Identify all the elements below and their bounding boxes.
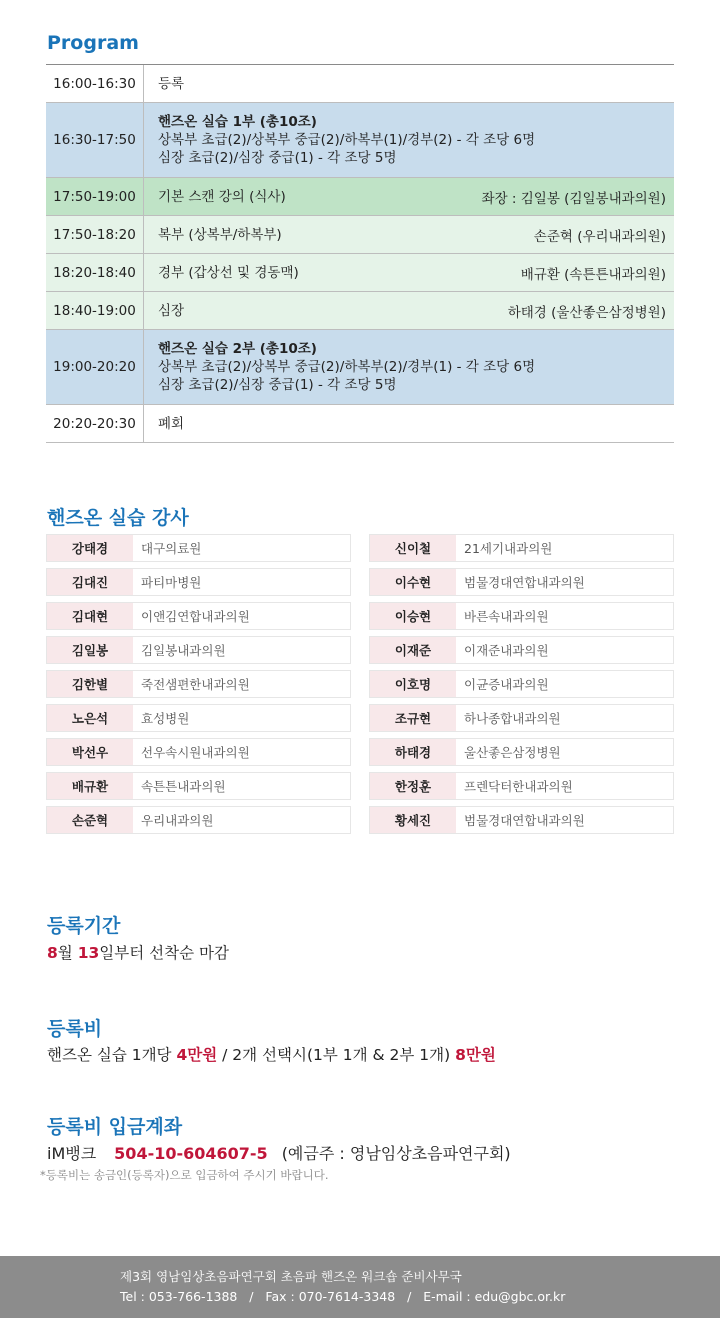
instructor-cell (369, 704, 674, 732)
period-rest: 일부터 선착순 마감 (99, 944, 229, 962)
instructor-hospital: 이재준내과의원 (464, 643, 549, 658)
program-speaker: 하태경 (울산좋은삼정병원) (507, 304, 666, 321)
registration-period-title: 등록기간 (47, 915, 121, 937)
instructor-name: 노은석 (47, 705, 133, 731)
instructor-hospital: 우리내과의원 (141, 813, 214, 828)
program-time: 16:30-17:50 (46, 103, 144, 177)
instructor-name: 하태경 (370, 739, 456, 765)
instructor-name: 이수현 (370, 569, 456, 595)
instructor-name: 한정훈 (370, 773, 456, 799)
instructor-hospital: 효성병원 (141, 711, 190, 726)
instructor-cell (46, 534, 351, 562)
instructor-hospital: 프렌닥터한내과의원 (464, 779, 573, 794)
program-row (46, 216, 674, 254)
instructor-hospital: 대구의료원 (141, 541, 202, 556)
account-number: 504-10-604607-5 (114, 1144, 268, 1163)
instructor-hospital: 하나종합내과의원 (464, 711, 561, 726)
instructor-hospital: 이균증내과의원 (464, 677, 549, 692)
program-detail: 심장 초급(2)/심장 중급(1) - 각 조당 5명 (158, 150, 397, 166)
account-title: 등록비 입금계좌 (47, 1116, 183, 1138)
footer-organizer: 제3회 영남임상초음파연구회 초음파 핸즈온 워크숍 준비사무국 (120, 1269, 462, 1284)
program-row (46, 405, 674, 443)
instructor-name: 배규환 (47, 773, 133, 799)
instructor-hospital: 범물경대연합내과의원 (464, 813, 585, 828)
program-item: 심장 (158, 302, 185, 319)
program-row (46, 65, 674, 103)
registration-fee-text (47, 1043, 496, 1065)
instructor-cell (46, 738, 351, 766)
instructor-cell (46, 670, 351, 698)
instructor-hospital: 속튼튼내과의원 (141, 779, 226, 794)
program-speaker: 손준혁 (우리내과의원) (533, 228, 666, 245)
instructor-cell (46, 602, 351, 630)
instructor-name: 김일봉 (47, 637, 133, 663)
instructor-name: 손준혁 (47, 807, 133, 833)
instructor-cell (46, 806, 351, 834)
instructor-hospital: 선우속시원내과의원 (141, 745, 250, 760)
registration-fee-title: 등록비 (47, 1018, 103, 1040)
instructor-cell (369, 738, 674, 766)
program-time: 19:00-20:20 (46, 330, 144, 404)
program-table (46, 64, 674, 443)
account-bank: iM뱅크 (47, 1144, 97, 1163)
instructor-cell (46, 568, 351, 596)
program-title: Program (47, 32, 139, 54)
program-row (46, 292, 674, 330)
program-time: 16:00-16:30 (46, 65, 144, 102)
program-row (46, 330, 674, 405)
instructor-cell (369, 534, 674, 562)
program-item: 핸즈온 실습 1부 (총10조) (158, 114, 317, 130)
instructor-hospital: 파티마병원 (141, 575, 202, 590)
program-item: 경부 (갑상선 및 경동맥) (158, 264, 299, 281)
program-row (46, 178, 674, 216)
account-note: *등록비는 송금인(등록자)으로 입금하여 주시기 바랍니다. (40, 1168, 329, 1182)
instructor-cell (46, 772, 351, 800)
instructor-name: 김한별 (47, 671, 133, 697)
program-detail: 상복부 초급(2)/상복부 중급(2)/하복부(1)/경부(2) - 각 조당 6명 (158, 132, 536, 148)
fee-price2: 8만원 (455, 1046, 496, 1064)
instructor-name: 김대현 (47, 603, 133, 629)
instructors-title: 핸즈온 실습 강사 (47, 507, 189, 529)
period-month: 8 (47, 944, 58, 962)
instructor-hospital: 범물경대연합내과의원 (464, 575, 585, 590)
instructor-name: 이재준 (370, 637, 456, 663)
period-day: 13 (77, 944, 100, 962)
program-item: 복부 (상복부/하복부) (158, 226, 282, 243)
footer (0, 1256, 720, 1318)
instructor-name: 이호명 (370, 671, 456, 697)
instructor-cell (369, 636, 674, 664)
program-speaker: 좌장 : 김일봉 (김일봉내과의원) (481, 190, 666, 207)
instructor-hospital: 이앤김연합내과의원 (141, 609, 250, 624)
instructor-grid (46, 534, 674, 834)
fee-price1: 4만원 (176, 1046, 218, 1064)
program-time: 17:50-19:00 (46, 178, 144, 215)
program-row (46, 103, 674, 178)
program-time: 18:40-19:00 (46, 292, 144, 329)
instructor-hospital: 죽전샘편한내과의원 (141, 677, 250, 692)
instructor-cell (369, 568, 674, 596)
instructor-name: 이승현 (370, 603, 456, 629)
program-item: 기본 스캔 강의 (식사) (158, 188, 286, 205)
program-item: 등록 (158, 75, 185, 92)
program-detail: 심장 초급(2)/심장 중급(1) - 각 조당 5명 (158, 377, 397, 393)
program-item: 핸즈온 실습 2부 (총10조) (158, 341, 317, 357)
instructor-cell (369, 602, 674, 630)
program-time: 20:20-20:30 (46, 405, 144, 442)
footer-contact: Tel : 053-766-1388 / Fax : 070-7614-3348 / E-mail : edu@gbc.or.kr (120, 1289, 566, 1304)
instructor-cell (369, 670, 674, 698)
program-time: 18:20-18:40 (46, 254, 144, 291)
instructor-hospital: 울산좋은삼정병원 (464, 745, 561, 760)
program-time: 17:50-18:20 (46, 216, 144, 253)
instructor-cell (369, 772, 674, 800)
instructor-cell (46, 704, 351, 732)
account-holder: (예금주 : 영남임상초음파연구회) (281, 1144, 511, 1163)
fee-part1: 핸즈온 실습 1개당 (47, 1046, 177, 1064)
instructor-name: 조규현 (370, 705, 456, 731)
program-speaker: 배규환 (속튼튼내과의원) (520, 266, 666, 283)
registration-period-text (47, 941, 229, 963)
instructor-hospital: 바른속내과의원 (464, 609, 549, 624)
program-row (46, 254, 674, 292)
instructor-name: 박선우 (47, 739, 133, 765)
account-text (47, 1141, 511, 1164)
program-detail: 상복부 초급(2)/상복부 중급(2)/하복부(2)/경부(1) - 각 조당 6명 (158, 359, 536, 375)
program-item: 폐회 (158, 415, 185, 432)
instructor-hospital: 김일봉내과의원 (141, 643, 226, 658)
instructor-name: 강태경 (47, 535, 133, 561)
period-month-suffix: 월 (57, 944, 78, 962)
instructor-cell (369, 806, 674, 834)
fee-part2: / 2개 선택시(1부 1개 & 2부 1개) (217, 1046, 456, 1064)
instructor-name: 황세진 (370, 807, 456, 833)
instructor-name: 김대진 (47, 569, 133, 595)
instructor-cell (46, 636, 351, 664)
instructor-hospital: 21세기내과의원 (464, 541, 553, 556)
instructor-name: 신이철 (370, 535, 456, 561)
